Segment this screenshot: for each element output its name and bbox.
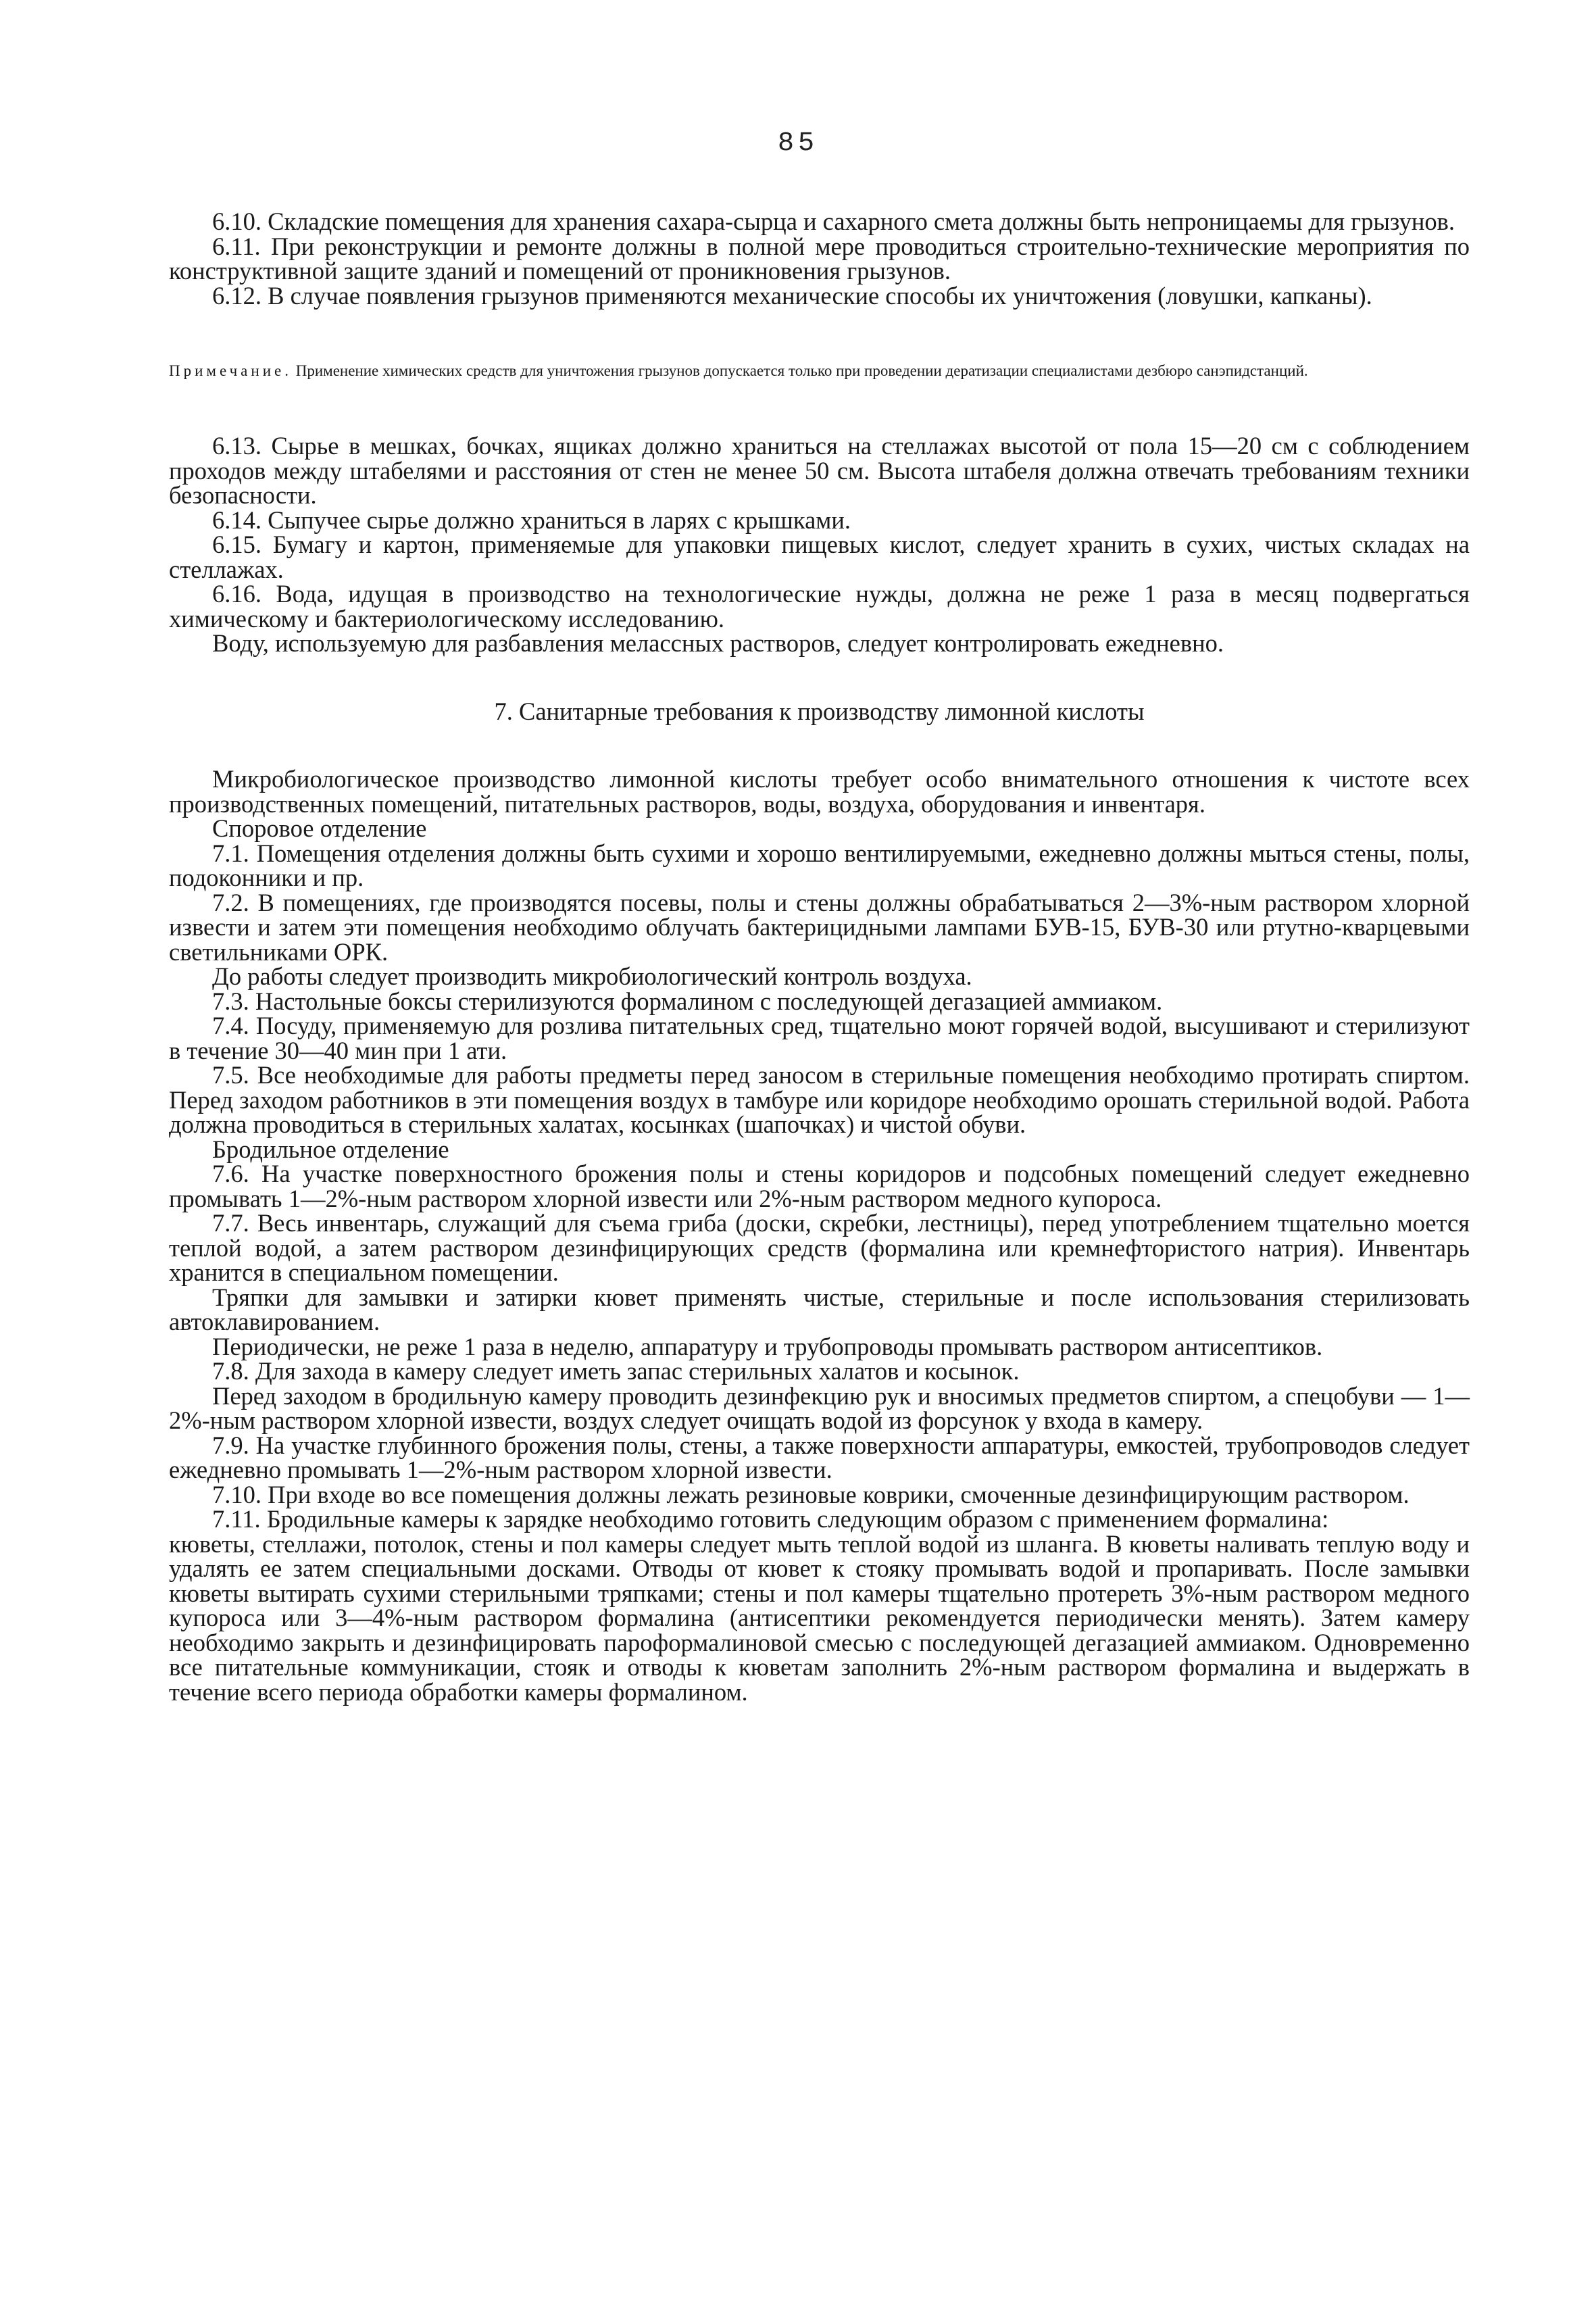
subsection-heading: Споровое отделение [212, 814, 427, 842]
paragraph: 6.11. При реконструкции и ремонте должны в полной мере проводиться строительно-технические мероприятия по конструктивной защите зданий и помещений от проникновения грызунов. [169, 232, 1470, 285]
paragraph: 7.1. Помещения отделения должны быть сухими и хорошо вентилируемыми, ежедневно должны мыться стены, полы, подоконники и пр. [169, 839, 1470, 891]
paragraph: Воду, используемую для разбавления мелассных растворов, следует контролировать ежедневно. [212, 629, 1224, 657]
paragraph: 6.12. В случае появления грызунов применяются механические способы их уничтожения (ловушки, капканы). [212, 281, 1372, 310]
paragraph: 6.14. Сыпучее сырье должно храниться в ларях с крышками. [212, 506, 851, 534]
body-text [169, 207, 1470, 1706]
paragraph: 6.16. Вода, идущая в производство на технологические нужды, должна не реже 1 раза в месяц подвергаться химическому и бактериологическому исследованию. [169, 580, 1470, 633]
paragraph: 6.13. Сырье в мешках, бочках, ящиках должно храниться на стеллажах высотой от пола 15—20 см с соблюдением проходов между штабелями и расстояния от стен не менее 50 см. Высота штабеля должна отвечать требованиям техники безопасности. [169, 432, 1470, 509]
subsection-heading: Бродильное отделение [212, 1135, 449, 1163]
paragraph: Перед заходом в бродильную камеру проводить дезинфекцию рук и вносимых предметов спиртом, а спецобуви — 1—2%-ным раствором хлорной извести, воздух следует очищать водой из форсунок у входа в камеру. [169, 1381, 1470, 1434]
paragraph: 7.8. Для захода в камеру следует иметь запас стерильных халатов и косынок. [212, 1357, 1020, 1385]
paragraph: 7.11. Бродильные камеры к зарядке необходимо готовить следующим образом с применением формалина: [212, 1505, 1329, 1533]
paragraph: 7.9. На участке глубинного брожения полы, стены, а также поверхности аппаратуры, емкостей, трубопроводов следует ежедневно промывать 1—2%-ным раствором хлорной извести. [169, 1431, 1470, 1483]
paragraph: Тряпки для замывки и затирки кювет применять чистые, стерильные и после использования стерилизовать автоклавированием. [169, 1283, 1470, 1335]
paragraph: 7.2. В помещениях, где производятся посевы, полы и стены должны обрабатываться 2—3%-ным раствором хлорной извести и затем эти помещения необходимо облучать бактерицидными лампами БУВ-15, БУВ-30 или ртутно-кварцевыми светильниками ОРК. [169, 888, 1470, 966]
paragraph: Периодически, не реже 1 раза в неделю, аппаратуру и трубопроводы промывать раствором антисептиков. [212, 1332, 1323, 1360]
note [169, 361, 1470, 381]
paragraph: 7.7. Весь инвентарь, служащий для съема гриба (доски, скребки, лестницы), перед употреблением тщательно моется теплой водой, а затем раствором дезинфицирующих средств (формалина или кремнефтористого натрия). Инвентарь хранится в специальном помещении. [169, 1209, 1470, 1286]
paragraph: 7.5. Все необходимые для работы предметы перед заносом в стерильные помещения необходимо протирать спиртом. Перед заходом работников в эти помещения воздух в тамбуре или коридоре необходимо орошать стерильной водой. Работа должна проводиться в стерильных халатах, косынках (шапочках) и чистой обуви. [169, 1061, 1470, 1138]
paragraph: 6.10. Складские помещения для хранения сахара-сырца и сахарного смета должны быть непроницаемы для грызунов. [212, 207, 1455, 235]
note-text: Применение химических средств для уничтожения грызунов допускается только при проведении дератизации специалистами дезбюро санэпидстанций. [291, 362, 1308, 379]
section-title: 7. Санитарные требования к производству лимонной кислоты [494, 697, 1145, 725]
paragraph: 7.6. На участке поверхностного брожения полы и стены коридоров и подсобных помещений следует ежедневно промывать 1—2%-ным раствором хлорной извести или 2%-ным раствором медного купороса. [169, 1160, 1470, 1212]
page-number: 85 [777, 128, 818, 159]
paragraph: 7.3. Настольные боксы стерилизуются формалином с последующей дегазацией аммиаком. [212, 987, 1163, 1015]
paragraph: 7.10. При входе во все помещения должны лежать резиновые коврики, смоченные дезинфицирующим раствором. [212, 1480, 1410, 1508]
paragraph: 6.15. Бумагу и картон, применяемые для упаковки пищевых кислот, следует хранить в сухих, чистых складах на стеллажах. [169, 531, 1470, 583]
paragraph: Микробиологическое производство лимонной кислоты требует особо внимательного отношения к чистоте всех производственных помещений, питательных растворов, воды, воздуха, оборудования и инвентаря. [169, 765, 1470, 818]
paragraph: кюветы, стеллажи, потолок, стены и пол камеры следует мыть теплой водой из шланга. В кюветы наливать теплую воду и удалять ее затем специальными досками. Отводы от кювет к стояку промывать водой и пропаривать. После замывки кюветы вытирать сухими стерильными тряпками; стены и пол камеры тщательно протереть 3%-ным раствором медного купороса или 3—4%-ным раствором формалина (антисептики рекомендуется периодически менять). Затем камеру необходимо закрыть и дезинфицировать пароформалиновой смесью с последующей дегазацией аммиаком. Одновременно все питательные коммуникации, стояк и отводы к кюветам заполнить 2%-ным раствором формалина и выдержать в течение всего периода обработки камеры формалином. [169, 1529, 1470, 1706]
paragraph: До работы следует производить микробиологический контроль воздуха. [212, 962, 972, 990]
note-label: Примечание. [169, 362, 292, 379]
paragraph: 7.4. Посуду, применяемую для розлива питательных сред, тщательно моют горячей водой, высушивают и стерилизуют в течение 30—40 мин при 1 ати. [169, 1012, 1470, 1064]
